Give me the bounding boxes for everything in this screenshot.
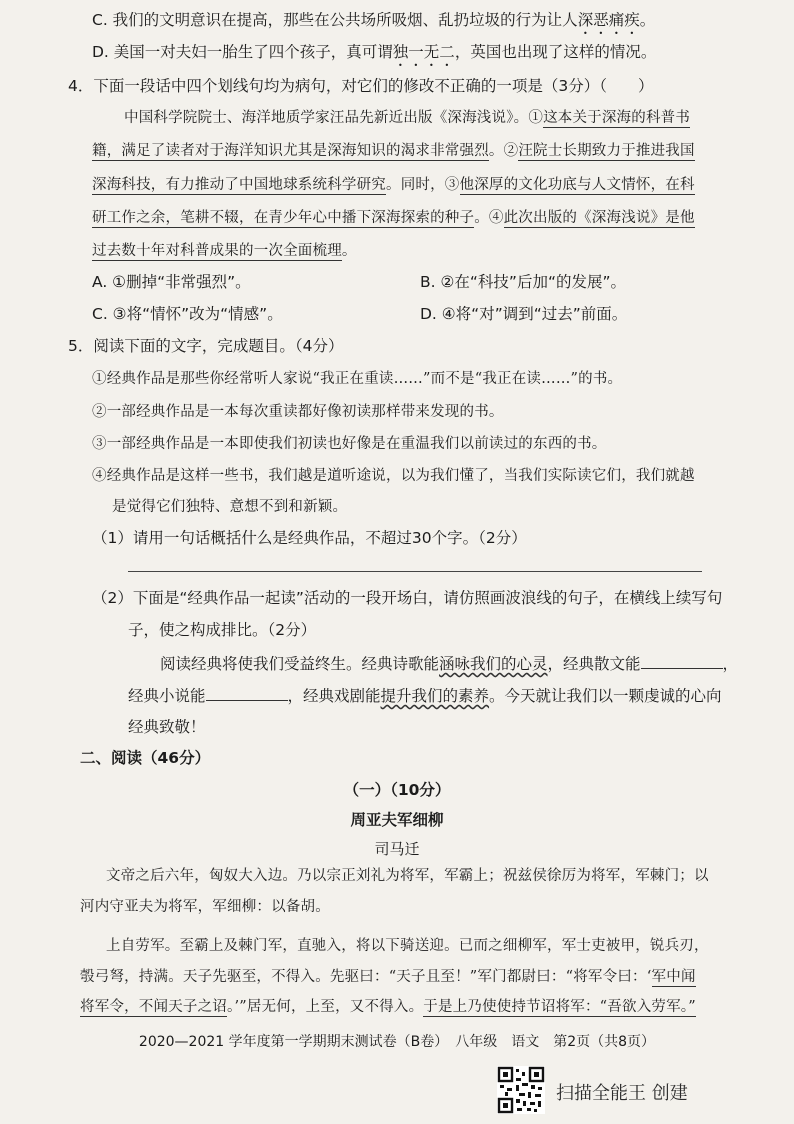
blank-fill-2[interactable] <box>206 686 288 701</box>
q4-option-c: C. ③将“情怀”改为“情感”。 <box>92 305 283 323</box>
q4-passage-line-2: 籍，满足了读者对于海洋知识尤其是深海知识的渴求非常强烈。②汪院士长期致力于推进我国 <box>92 143 695 159</box>
q5-stem: 5．阅读下面的文字，完成题目。（4分） <box>68 337 344 355</box>
q5-statement-1: ①经典作品是那些你经常听人家说“我正在重读……”而不是“我正在读……”的书。 <box>92 371 623 387</box>
q5-statement-2: ②一部经典作品是一本每次重读都好像初读那样带来发现的书。 <box>92 404 504 420</box>
section-heading: 二、阅读（46分） <box>80 749 211 767</box>
q5-statement-3: ③一部经典作品是一本即使我们初读也好像是在重温我们以前读过的东西的书。 <box>92 436 607 452</box>
q3-option-d: D. 美国一对夫妇一胎生了四个孩子，真可谓独一无二，英国也出现了这样的情况。 <box>92 43 657 61</box>
article-line-2: 河内守亚夫为将军，军细柳：以备胡。 <box>80 899 330 915</box>
q4-option-d: D. ④将“对”调到“过去”前面。 <box>420 305 628 323</box>
q5-sub-question-2b: 子，使之构成排比。（2分） <box>128 621 317 639</box>
q5-statement-4a: ④经典作品是这样一些书，我们越是道听途说，以为我们懂了，当我们实际读它们，我们就越 <box>92 468 695 484</box>
scanner-watermark: 扫描全能王 创建 <box>556 1083 688 1104</box>
article-author: 司马迁 <box>374 840 420 858</box>
page-footer: 2020—2021 学年度第一学期期末测试卷（B卷） 八年级 语文 第2页（共8页） <box>138 1034 656 1050</box>
q5-paragraph-line-3: 经典致敬！ <box>128 718 206 736</box>
q5-sub-question-2a: （2）下面是“经典作品一起读”活动的一段开场白，请仿照画波浪线的句子，在横线上续写句 <box>92 589 723 607</box>
part-heading: （一）（10分） <box>343 781 451 799</box>
article-line-5: 将军令，不闻天子之诏。’”居无何，上至，又不得入。于是上乃使使持节诏将军：“吾欲入劳军。” <box>80 999 696 1015</box>
article-line-3: 上自劳军。至霸上及棘门军，直驰入，将以下骑送迎。已而之细柳军，军士吏被甲，锐兵刃， <box>106 938 709 954</box>
q4-passage-line-1: 中国科学院院士、海洋地质学家汪品先新近出版《深海浅说》。①这本关于深海的科普书 <box>124 110 691 126</box>
q4-passage-line-4: 研工作之余，笔耕不辍，在青少年心中播下深海探索的种子。④此次出版的《深海浅说》是他 <box>92 210 695 226</box>
q4-option-a: A. ①删掉“非常强烈”。 <box>92 273 251 291</box>
q4-passage-line-3: 深海科技，有力推动了中国地球系统科学研究。同时，③他深厚的文化功底与人文情怀，在科 <box>92 177 695 193</box>
q5-statement-4b: 是觉得它们独特、意想不到和新颖。 <box>112 499 348 515</box>
article-title: 周亚夫军细柳 <box>350 811 444 829</box>
q5-paragraph-line-2: 经典小说能 ，经典戏剧能提升我们的素养。今天就让我们以一颗虔诚的心向 <box>128 687 722 705</box>
q4-passage-line-5: 过去数十年对科普成果的一次全面梳理。 <box>92 243 357 259</box>
blank-fill-1[interactable] <box>641 654 723 669</box>
article-line-4: 彀弓弩，持满。天子先驱至，不得入。先驱曰：“天子且至！”军门都尉曰：“将军令曰：‘军中闻 <box>80 969 696 985</box>
qr-code-icon <box>497 1066 545 1114</box>
q5-sub-question-1: （1）请用一句话概括什么是经典作品，不超过30个字。（2分） <box>92 529 527 547</box>
article-line-1: 文帝之后六年，匈奴大入边。乃以宗正刘礼为将军，军霸上；祝兹侯徐厉为将军，军棘门；以 <box>106 868 709 884</box>
q4-option-b: B. ②在“科技”后加“的发展”。 <box>420 273 627 291</box>
q5-paragraph-line-1: 阅读经典将使我们受益终生。经典诗歌能涵咏我们的心灵，经典散文能 ， <box>160 655 739 673</box>
answer-line[interactable] <box>128 571 702 572</box>
q3-option-c: C. 我们的文明意识在提高，那些在公共场所吸烟、乱扔垃圾的行为让人深恶痛疾。 <box>92 11 656 29</box>
q4-stem: 4．下面一段话中四个划线句均为病句，对它们的修改不正确的一项是（3分）（ ） <box>68 77 654 95</box>
